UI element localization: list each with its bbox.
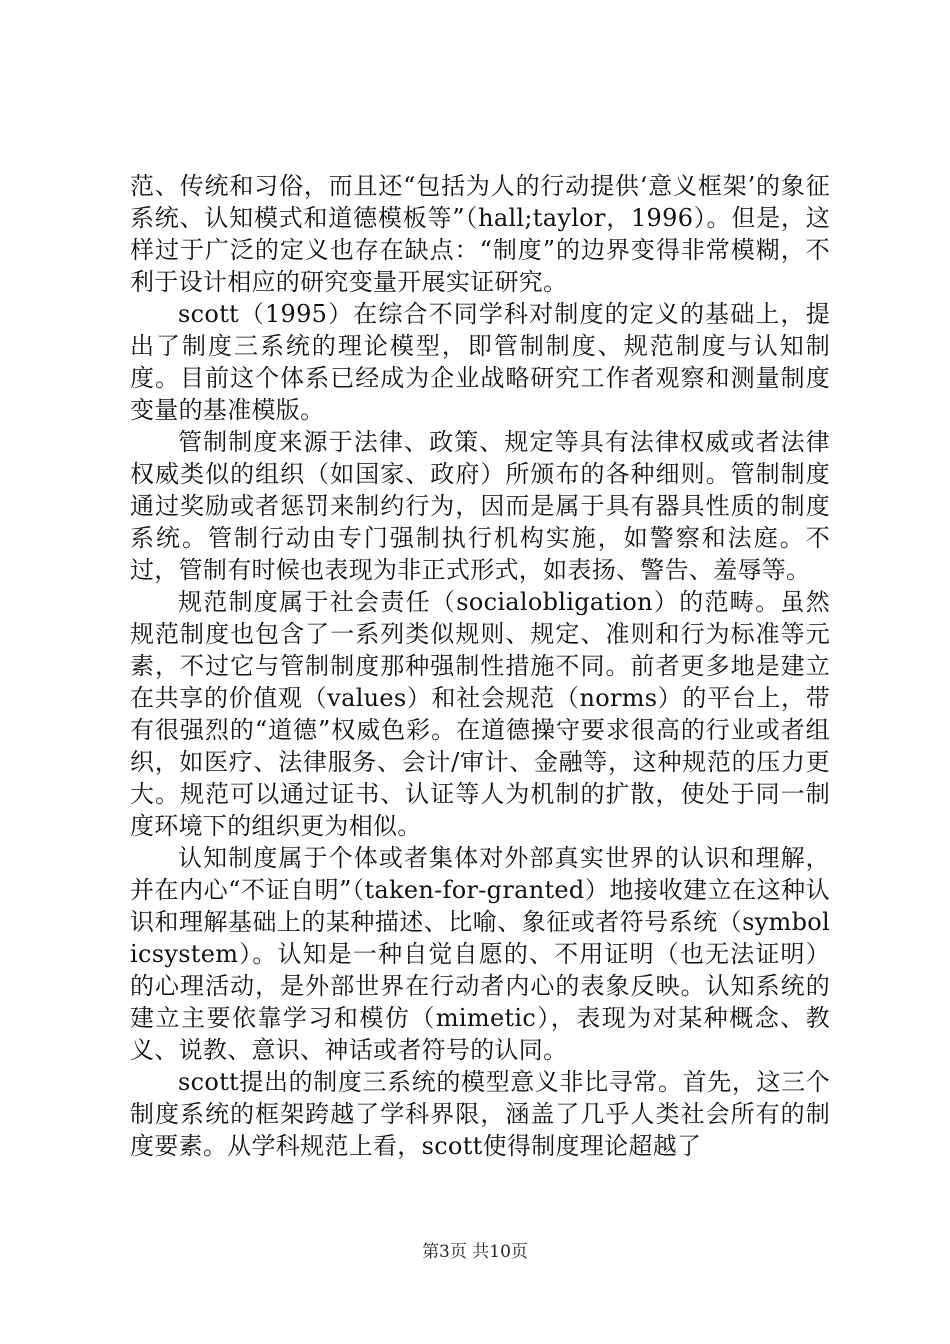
paragraph-normative: 规范制度属于社会责任（socialobligation）的范畴。虽然规范制度也包含了一系列类似规则、规定、准则和行为标准等元素，不过它与管制制度那种强制性措施不同。前者更多地是建立在共享的价值观（values）和社会规范（norms）的平台上，带有很强烈的“道德”权威色彩。在道德操守要求很高的行业或者组织，如医疗、法律服务、会计/审计、金融等，这种规范的压力更大。规范可以通过证书、认证等人为机制的扩散，使处于同一制度环境下的组织更为相似。: [130, 588, 830, 840]
paragraph-cognitive: 认知制度属于个体或者集体对外部真实世界的认识和理解，并在内心“不证自明”（taken-for-granted）地接收建立在这种认识和理解基础上的某种描述、比喻、象征或者符号系统（symbolicsystem）。认知是一种自觉自愿的、不用证明（也无法证明）的心理活动，是外部世界在行动者内心的表象反映。认知系统的建立主要依靠学习和模仿（mimetic），表现为对某种概念、教义、说教、意识、神话或者符号的认同。: [130, 844, 830, 1064]
paragraph-continuation: 范、传统和习俗，而且还“包括为人的行动提供‘意义框架’的象征系统、认知模式和道德模板等”（hall;taylor，1996）。但是，这样过于广泛的定义也存在缺点：“制度”的边界变得非常模糊，不利于设计相应的研究变量开展实证研究。: [130, 172, 830, 296]
paragraph-significance: scott提出的制度三系统的模型意义非比寻常。首先，这三个制度系统的框架跨越了学科界限，涵盖了几乎人类社会所有的制度要素。从学科规范上看，scott使得制度理论超越了: [130, 1068, 830, 1160]
document-body: [130, 170, 830, 1162]
paragraph-regulative: 管制制度来源于法律、政策、规定等具有法律权威或者法律权威类似的组织（如国家、政府）所颁布的各种细则。管制制度通过奖励或者惩罚来制约行为，因而是属于具有器具性质的制度系统。管制行动由专门强制执行机构实施，如警察和法庭。不过，管制有时候也表现为非正式形式，如表扬、警告、羞辱等。: [130, 428, 830, 584]
paragraph-scott-model: scott（1995）在综合不同学科对制度的定义的基础上，提出了制度三系统的理论模型，即管制制度、规范制度与认知制度。目前这个体系已经成为企业战略研究工作者观察和测量制度变量的基准模版。: [130, 300, 830, 424]
page-footer: 第3页 共10页: [422, 1242, 528, 1262]
